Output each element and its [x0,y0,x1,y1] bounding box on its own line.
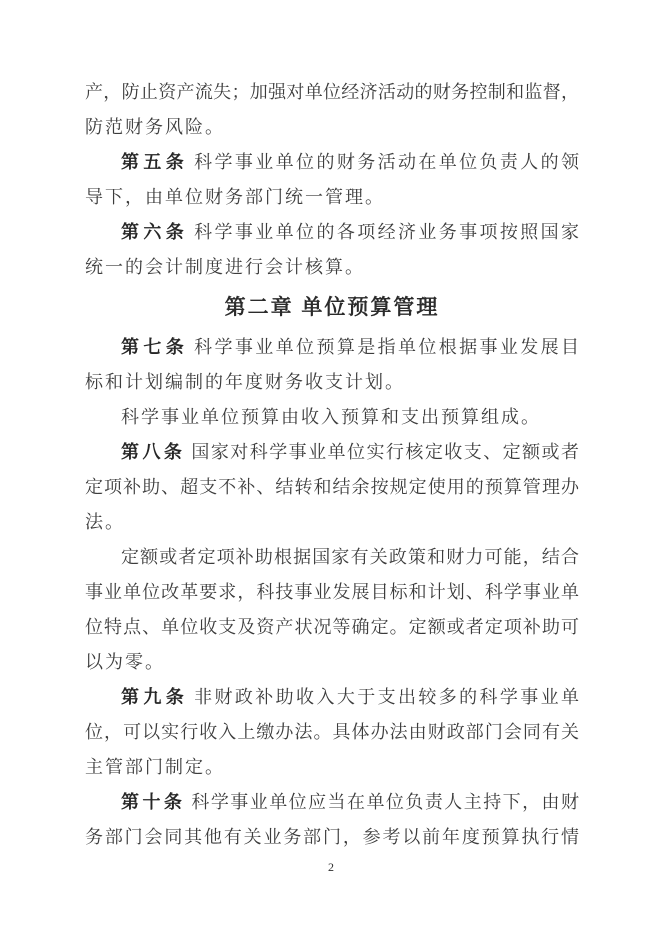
paragraph [85,680,579,785]
text-line: 位，可以实行收入上缴办法。具体办法由财政部门会同有关 [85,722,579,742]
article-number: 第十条 [121,792,186,812]
page-footer [0,858,662,876]
text-line: 位特点、单位收支及资产状况等确定。定额或者定项补助可 [85,617,579,637]
article-number: 第五条 [121,152,189,172]
text-line: 法。 [85,512,125,532]
text-line: 科学事业单位预算由收入预算和支出预算组成。 [121,407,541,427]
paragraph [85,215,579,285]
text-line: 第五条 科学事业单位的财务活动在单位负责人的领 [121,152,580,172]
text-line: 定额或者定项补助根据国家有关政策和财力可能，结合 [121,547,579,567]
paragraph [85,330,579,400]
text-line: 主管部门制定。 [85,757,225,777]
paragraph [85,540,579,680]
text-line: 第六条 科学事业单位的各项经济业务事项按照国家 [121,222,580,242]
article-number: 第六条 [121,222,189,242]
paragraph [85,400,579,435]
text-line: 第七条 科学事业单位预算是指单位根据事业发展目 [121,337,580,357]
text-line: 定项补助、超支不补、结转和结余按规定使用的预算管理办 [85,477,579,497]
text-line: 防范财务风险。 [85,117,225,137]
text-line: 第八条 国家对科学事业单位实行核定收支、定额或者 [121,442,580,462]
paragraph [85,75,579,145]
text-line: 务部门会同其他有关业务部门，参考以前年度预算执行情 [85,827,579,847]
paragraph [85,435,579,540]
text-line: 事业单位改革要求，科技事业发展目标和计划、科学事业单 [85,582,579,602]
article-number: 第八条 [121,442,186,462]
text-line: 以为零。 [85,652,165,672]
paragraph [85,145,579,215]
article-number: 第九条 [121,687,189,707]
paragraph [85,785,579,855]
article-number: 第七条 [121,337,189,357]
text-line: 统一的会计制度进行会计核算。 [85,257,365,277]
page-number: 2 [328,860,334,874]
text-line: 第十条 科学事业单位应当在单位负责人主持下，由财 [121,792,580,812]
chapter-heading: 第二章 单位预算管理 [224,296,440,319]
text-line: 标和计划编制的年度财务收支计划。 [85,372,405,392]
text-area [85,75,579,855]
text-line: 产，防止资产流失；加强对单位经济活动的财务控制和监督， [85,82,579,102]
text-line: 导下，由单位财务部门统一管理。 [85,187,385,207]
text-line: 第九条 非财政补助收入大于支出较多的科学事业单 [121,687,580,707]
